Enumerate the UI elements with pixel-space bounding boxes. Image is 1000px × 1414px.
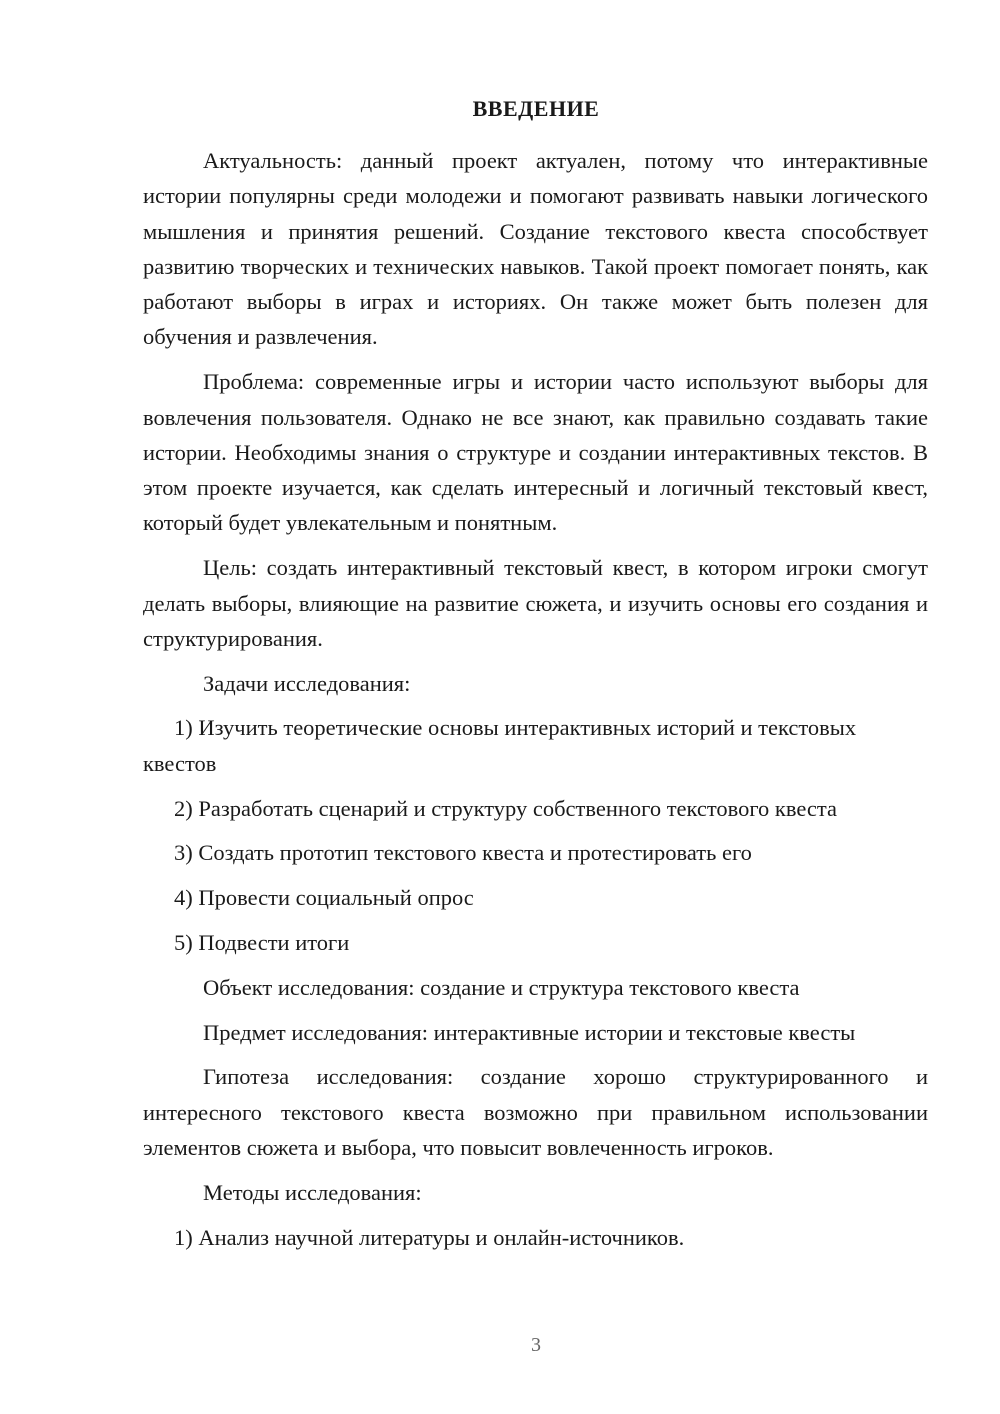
paragraph-goal: Цель: создать интерактивный текстовый квест, в котором игроки смогут делать выборы, влияющие на развитие сюжета, и изучить основы его создания и структурирования. [143, 555, 928, 651]
task-item: 3) Создать прототип текстового квеста и протестировать его [174, 840, 752, 866]
paragraph-subject: Предмет исследования: интерактивные истории и текстовые квесты [203, 1019, 856, 1045]
task-item: 5) Подвести итоги [174, 929, 350, 955]
paragraph-problem: Проблема: современные игры и истории часто используют выборы для вовлечения пользователя. Однако не все знают, как правильно создавать такие истории. Необходимы знания о структуре и создании интерактивных текстов. В этом проекте изучается, как сделать интересный и логичный текстовый квест, который будет увлекательным и понятным. [143, 369, 928, 536]
paragraph-relevance: Актуальность: данный проект актуален, потому что интерактивные истории популярны среди молодежи и помогают развивать навыки логического мышления и принятия решений. Создание текстового квеста способствует развитию творческих и технических навыков. Такой проект помогает понять, как работают выборы в играх и историях. Он также может быть полезен для обучения и развлечения. [143, 148, 928, 350]
task-item: 1) Изучить теоретические основы интерактивных историй и текстовых квестов [143, 715, 857, 776]
tasks-title: Задачи исследования: [203, 670, 411, 696]
paragraph-object: Объект исследования: создание и структура текстового квеста [203, 974, 800, 1000]
task-item: 2) Разработать сценарий и структуру собственного текстового квеста [174, 795, 837, 821]
section-heading: ВВЕДЕНИЕ [472, 96, 600, 121]
page-number: 3 [531, 1334, 541, 1356]
task-item: 4) Провести социальный опрос [174, 885, 474, 911]
method-item: 1) Анализ научной литературы и онлайн-источников. [174, 1224, 685, 1250]
document-body [143, 143, 928, 1255]
methods-title: Методы исследования: [203, 1179, 422, 1205]
paragraph-hypothesis: Гипотеза исследования: создание хорошо структурированного и интересного текстового квеста возможно при правильном использовании элементов сюжета и выбора, что повысит вовлеченность игроков. [143, 1064, 928, 1160]
